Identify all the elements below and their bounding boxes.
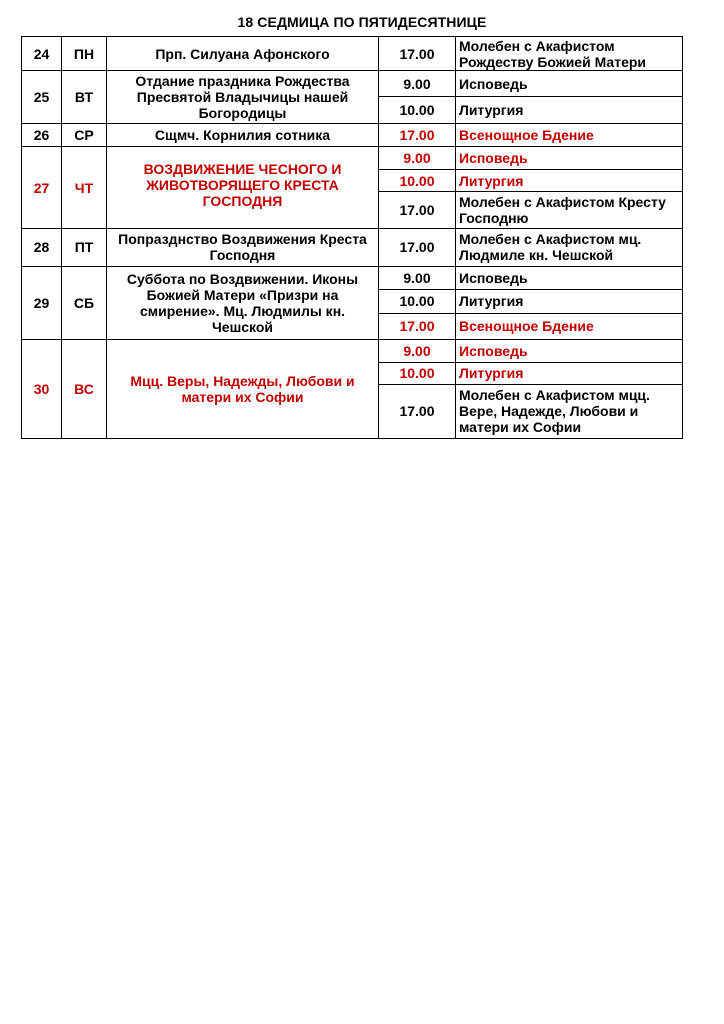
day-number: 28 bbox=[22, 229, 62, 266]
schedule-table bbox=[21, 36, 683, 439]
service-time: 10.00 bbox=[379, 97, 456, 124]
feast-name: Попразднство Воздвижения Креста Господня bbox=[107, 229, 379, 266]
service-name: Литургия bbox=[456, 362, 683, 384]
service-name: Всенощное Бдение bbox=[456, 124, 683, 147]
service-name: Молебен с Акафистом мц. Людмиле кн. Чешской bbox=[456, 229, 683, 266]
service-name: Молебен с Акафистом Рождеству Божией Матери bbox=[456, 37, 683, 71]
day-number: 29 bbox=[22, 266, 62, 339]
table-row bbox=[22, 266, 683, 289]
feast-name: Сщмч. Корнилия сотника bbox=[107, 124, 379, 147]
weekday: СР bbox=[62, 124, 107, 147]
service-time: 17.00 bbox=[379, 37, 456, 71]
day-number: 27 bbox=[22, 147, 62, 229]
service-name: Всенощное Бдение bbox=[456, 313, 683, 339]
day-number: 25 bbox=[22, 71, 62, 124]
table-row bbox=[22, 71, 683, 97]
table-row bbox=[22, 37, 683, 71]
service-time: 17.00 bbox=[379, 229, 456, 266]
service-name: Литургия bbox=[456, 289, 683, 313]
table-row bbox=[22, 147, 683, 170]
weekday: ПТ bbox=[62, 229, 107, 266]
weekday: ВТ bbox=[62, 71, 107, 124]
service-time: 9.00 bbox=[379, 71, 456, 97]
table-row bbox=[22, 339, 683, 362]
service-name: Исповедь bbox=[456, 147, 683, 170]
day-number: 26 bbox=[22, 124, 62, 147]
weekday: ПН bbox=[62, 37, 107, 71]
service-name: Исповедь bbox=[456, 71, 683, 97]
feast-name: ВОЗДВИЖЕНИЕ ЧЕСНОГО И ЖИВОТВОРЯЩЕГО КРЕСТА ГОСПОДНЯ bbox=[107, 147, 379, 229]
feast-name: Мцц. Веры, Надежды, Любови и матери их Софии bbox=[107, 339, 379, 438]
service-name: Молебен с Акафистом Кресту Господню bbox=[456, 192, 683, 229]
service-time: 17.00 bbox=[379, 192, 456, 229]
service-time: 9.00 bbox=[379, 339, 456, 362]
service-time: 9.00 bbox=[379, 147, 456, 170]
day-number: 30 bbox=[22, 339, 62, 438]
feast-name: Суббота по Воздвижении. Иконы Божией Матери «Призри на смирение». Мц. Людмилы кн. Чешской bbox=[107, 266, 379, 339]
feast-name: Прп. Силуана Афонского bbox=[107, 37, 379, 71]
service-name: Литургия bbox=[456, 97, 683, 124]
table-row bbox=[22, 124, 683, 147]
service-name: Литургия bbox=[456, 170, 683, 192]
service-time: 10.00 bbox=[379, 289, 456, 313]
service-name: Молебен с Акафистом мцц. Вере, Надежде, Любови и матери их Софии bbox=[456, 384, 683, 438]
service-time: 17.00 bbox=[379, 313, 456, 339]
table-row bbox=[22, 229, 683, 266]
service-name: Исповедь bbox=[456, 266, 683, 289]
service-time: 10.00 bbox=[379, 170, 456, 192]
service-time: 10.00 bbox=[379, 362, 456, 384]
page-title: 18 СЕДМИЦА ПО ПЯТИДЕСЯТНИЦЕ bbox=[237, 14, 487, 30]
feast-name: Отдание праздника Рождества Пресвятой Владычицы нашей Богородицы bbox=[107, 71, 379, 124]
day-number: 24 bbox=[22, 37, 62, 71]
weekday: СБ bbox=[62, 266, 107, 339]
service-name: Исповедь bbox=[456, 339, 683, 362]
service-time: 17.00 bbox=[379, 384, 456, 438]
weekday: ЧТ bbox=[62, 147, 107, 229]
weekday: ВС bbox=[62, 339, 107, 438]
service-time: 17.00 bbox=[379, 124, 456, 147]
service-time: 9.00 bbox=[379, 266, 456, 289]
